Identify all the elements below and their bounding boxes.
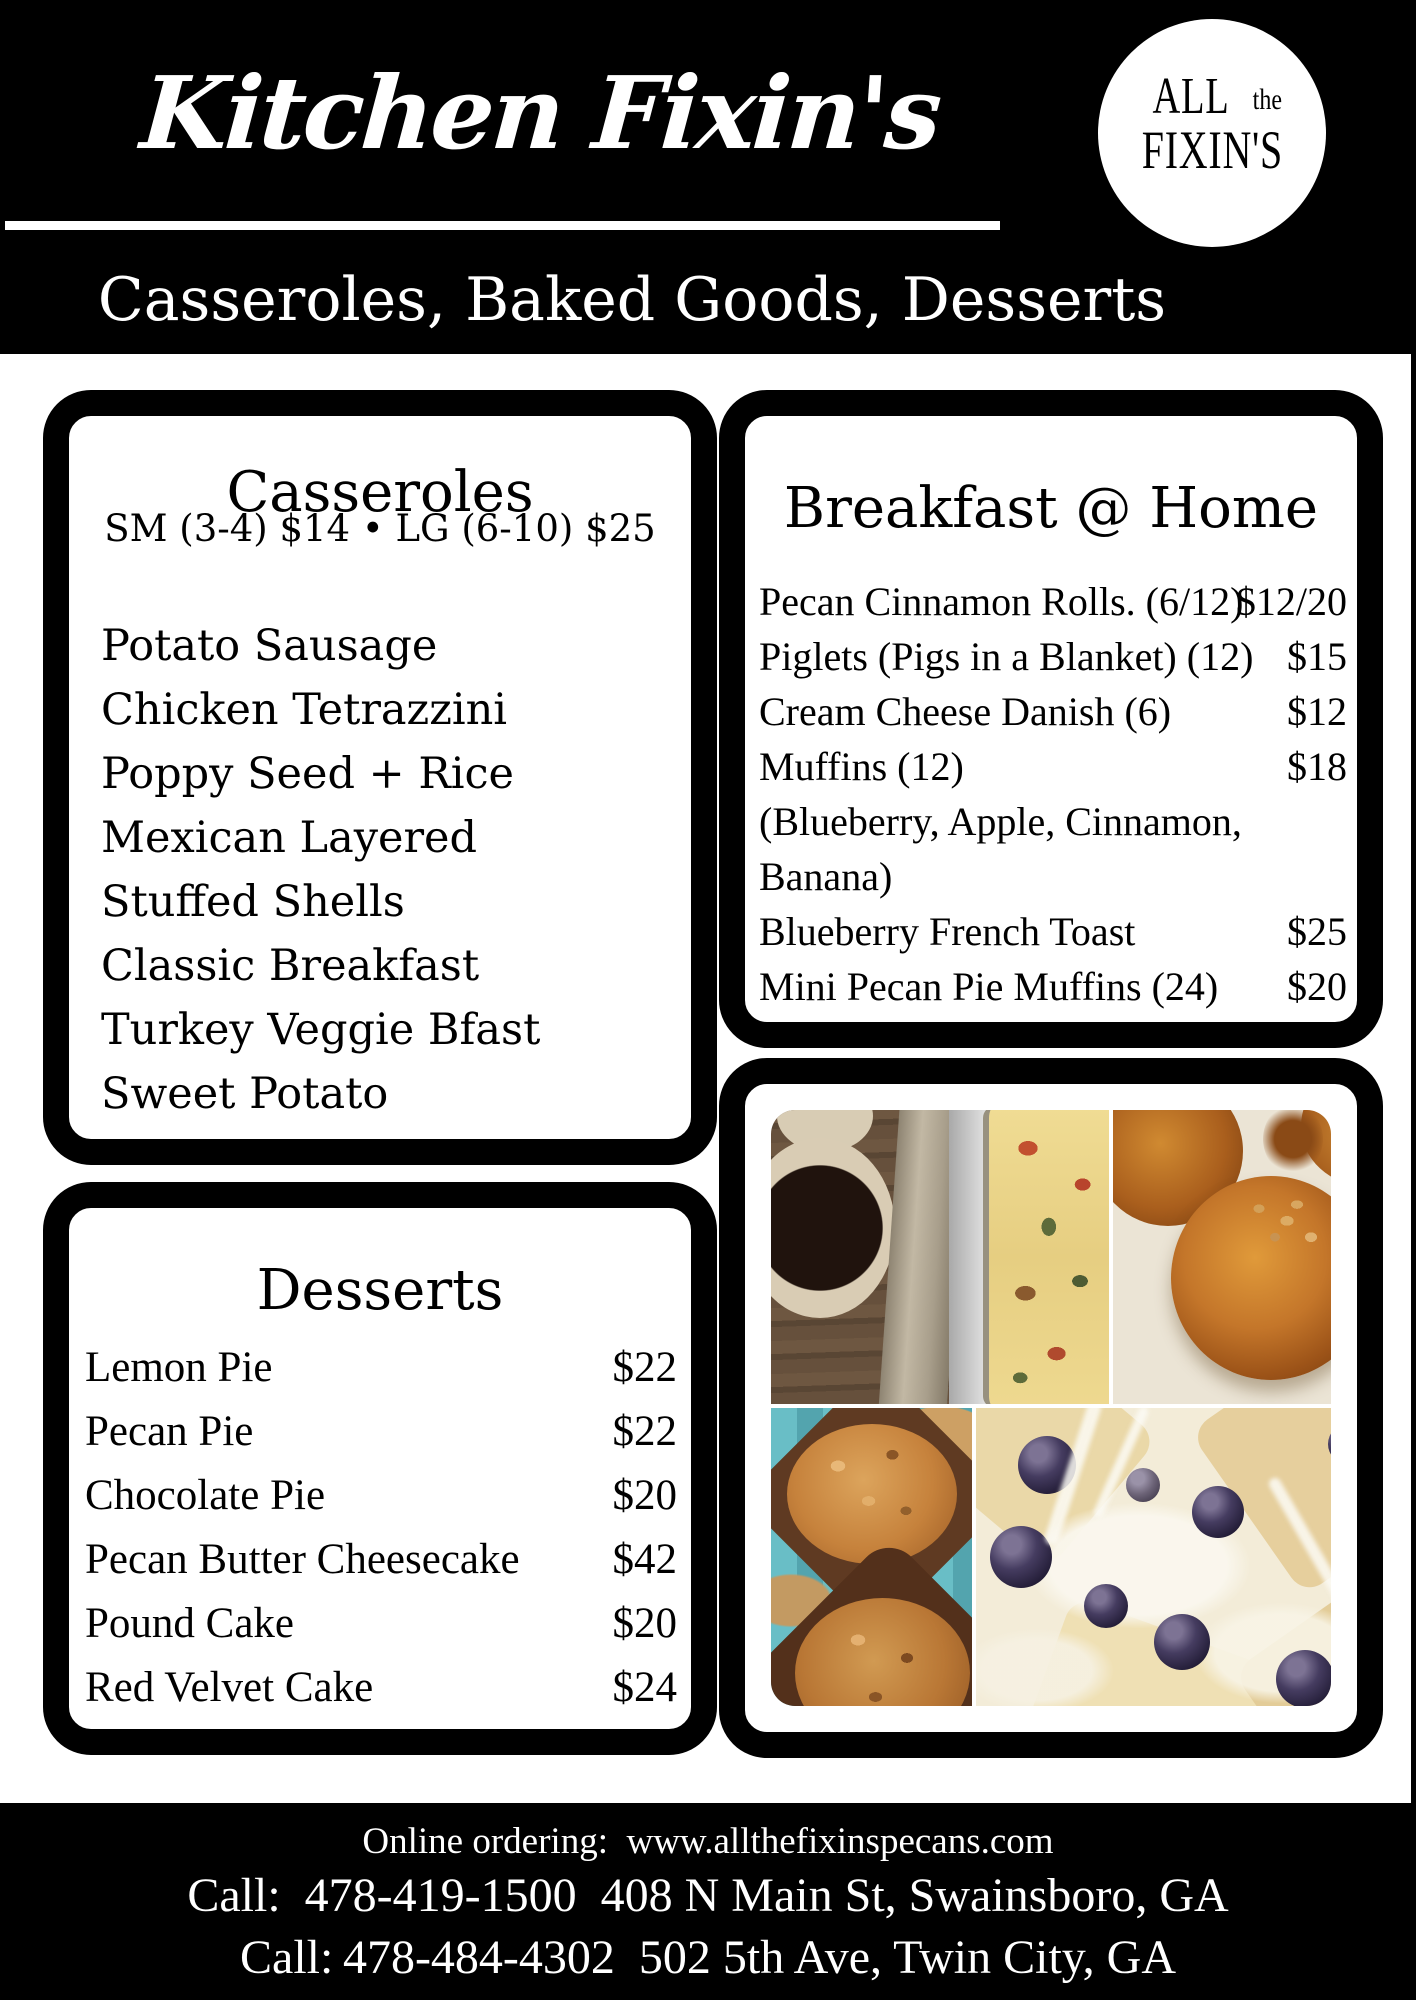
logo-line2 bbox=[1098, 120, 1326, 180]
logo-badge bbox=[1098, 19, 1326, 247]
item-name: Cream Cheese Danish (6) bbox=[759, 689, 1172, 734]
desserts-title: Desserts bbox=[256, 1258, 504, 1323]
casseroles-panel bbox=[43, 390, 717, 1165]
menu-subtitle: Casseroles, Baked Goods, Desserts bbox=[97, 265, 1167, 335]
menu-item-row bbox=[759, 576, 1347, 628]
blueberry bbox=[990, 1526, 1052, 1588]
photo-blueberry-danish bbox=[976, 1408, 1331, 1706]
footer bbox=[0, 1803, 1416, 2000]
menu-item-row bbox=[85, 1340, 677, 1396]
twin-city-contact-line: Call: 478-484-4302 502 5th Ave, Twin City, GA bbox=[240, 1931, 1176, 1984]
item-name: Blueberry French Toast bbox=[759, 909, 1136, 954]
logo-line1 bbox=[1098, 68, 1326, 125]
logo-word-fixins: FIXIN'S bbox=[1141, 120, 1283, 180]
item-name: Lemon Pie bbox=[85, 1344, 273, 1391]
item-price: $18 bbox=[1287, 744, 1347, 789]
menu-item-row bbox=[85, 1596, 677, 1652]
header bbox=[0, 0, 1416, 354]
photo-streusel-muffins bbox=[771, 1408, 972, 1706]
caramel-drip bbox=[1263, 1110, 1323, 1174]
breakfast-panel bbox=[719, 390, 1383, 1048]
item-name: Pecan Cinnamon Rolls. (6/12) bbox=[759, 579, 1244, 624]
blueberry bbox=[1192, 1486, 1244, 1538]
item-name: Muffins (12) bbox=[759, 744, 964, 789]
menu-item-row bbox=[759, 796, 1347, 848]
menu-item-row bbox=[759, 741, 1347, 793]
menu-item-row bbox=[85, 1532, 677, 1588]
menu-item-row bbox=[85, 1404, 677, 1460]
photo-collage-panel bbox=[719, 1058, 1383, 1758]
muffin bbox=[787, 1424, 957, 1564]
item-price: $12/20 bbox=[1235, 579, 1347, 624]
item-price: $15 bbox=[1287, 634, 1347, 679]
menu-item: Potato Sausage bbox=[101, 621, 438, 671]
menu-item-row bbox=[759, 631, 1347, 683]
header-divider-line bbox=[5, 221, 1000, 230]
item-name: Red Velvet Cake bbox=[85, 1664, 374, 1711]
photo-breakfast-casserole bbox=[771, 1110, 1109, 1404]
item-price: $20 bbox=[612, 1600, 677, 1647]
menu-item-row bbox=[85, 1660, 677, 1716]
menu-item-row bbox=[85, 1468, 677, 1524]
breakfast-title: Breakfast @ Home bbox=[783, 476, 1319, 541]
menu-item: Sweet Potato bbox=[101, 1069, 389, 1119]
item-name: Pecan Butter Cheesecake bbox=[85, 1536, 520, 1583]
blueberry bbox=[1276, 1650, 1331, 1706]
menu-item: Mexican Layered bbox=[101, 813, 478, 863]
item-name: Chocolate Pie bbox=[85, 1472, 326, 1519]
item-name: Pecan Pie bbox=[85, 1408, 254, 1455]
item-price: $12 bbox=[1287, 689, 1347, 734]
casseroles-pricing-line: SM (3-4) $14 • LG (6-10) $25 bbox=[104, 507, 656, 550]
online-ordering-line: Online ordering: www.allthefixinspecans.com bbox=[362, 1821, 1054, 1862]
blueberry bbox=[1126, 1468, 1160, 1502]
menu-item: Turkey Veggie Bfast bbox=[101, 1005, 541, 1055]
item-price: $25 bbox=[1287, 909, 1347, 954]
menu-item: Chicken Tetrazzini bbox=[101, 685, 508, 735]
page-edge-shadow bbox=[1411, 340, 1416, 1803]
item-name: (Blueberry, Apple, Cinnamon, bbox=[759, 799, 1242, 844]
item-price: $42 bbox=[612, 1536, 677, 1583]
menu-item-row bbox=[759, 961, 1347, 1013]
menu-item: Stuffed Shells bbox=[101, 877, 405, 927]
menu-item-row bbox=[759, 686, 1347, 738]
desserts-panel bbox=[43, 1182, 717, 1755]
item-name: Mini Pecan Pie Muffins (24) bbox=[759, 964, 1219, 1009]
menu-item-row bbox=[759, 906, 1347, 958]
menu-item: Poppy Seed + Rice bbox=[101, 749, 514, 799]
swainsboro-contact-line: Call: 478-419-1500 408 N Main St, Swainsboro, GA bbox=[187, 1869, 1229, 1922]
item-price: $20 bbox=[612, 1472, 677, 1519]
photo-collage bbox=[771, 1110, 1331, 1706]
item-price: $24 bbox=[612, 1664, 677, 1711]
item-name: Piglets (Pigs in a Blanket) (12) bbox=[759, 634, 1254, 679]
brand-title: Kitchen Fixin's bbox=[137, 54, 943, 172]
item-price: $22 bbox=[612, 1344, 677, 1391]
blueberry bbox=[1154, 1614, 1210, 1670]
logo-word-all: ALL bbox=[1152, 68, 1230, 125]
menu-item-row bbox=[759, 851, 1347, 903]
blueberry bbox=[1084, 1584, 1128, 1628]
item-price: $20 bbox=[1287, 964, 1347, 1009]
coffee-mug-icon bbox=[771, 1138, 895, 1318]
item-price: $22 bbox=[612, 1408, 677, 1455]
menu-item: Classic Breakfast bbox=[101, 941, 480, 991]
photo-pecan-sticky-buns bbox=[1113, 1110, 1331, 1404]
casseroles-title: Casseroles bbox=[226, 460, 534, 525]
item-name: Pound Cake bbox=[85, 1600, 295, 1647]
logo-word-the: the bbox=[1252, 83, 1282, 116]
egg-casserole bbox=[983, 1110, 1109, 1404]
item-name: Banana) bbox=[759, 854, 893, 899]
